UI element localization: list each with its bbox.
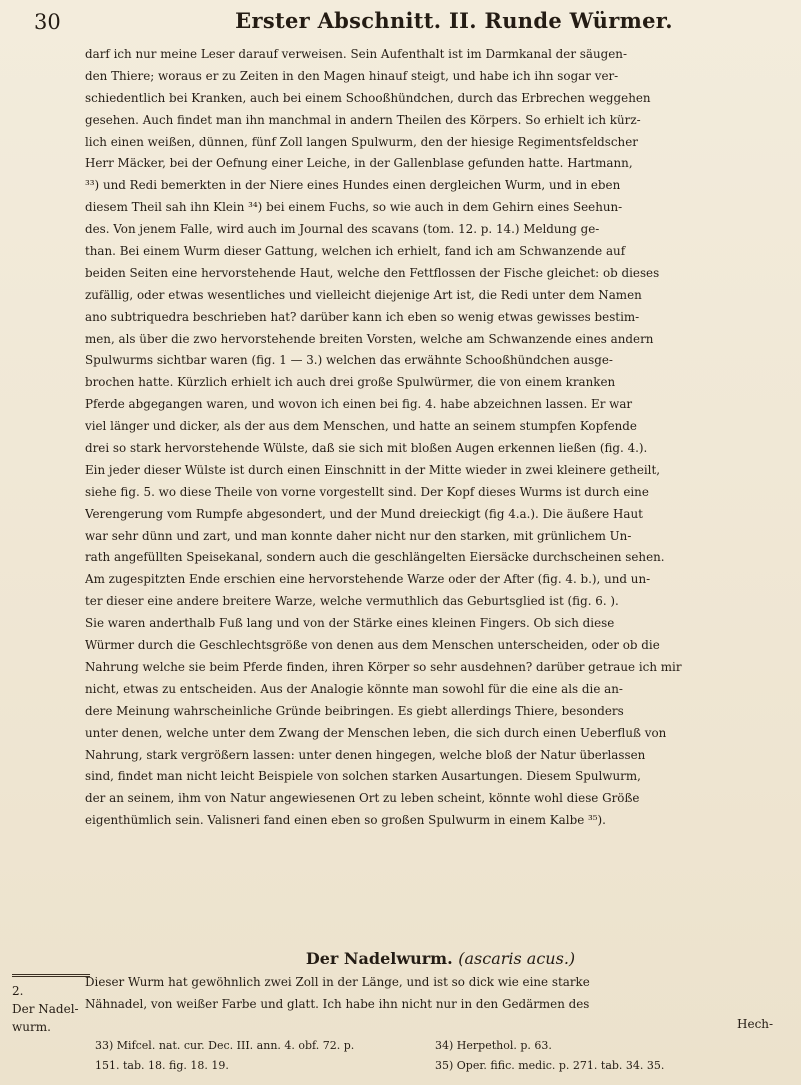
text-line: diesem Theil sah ihn Klein ³⁴) bei einem Fuchs, so wie auch in dem Gehirn eines Seehun- (85, 200, 623, 215)
section-text-block (85, 972, 800, 1016)
section-heading (88, 949, 793, 968)
margin-note-label: wurm. (12, 1020, 51, 1034)
footnote-row (95, 1036, 795, 1056)
margin-note-number: 2. (12, 984, 24, 998)
text-line: eigenthümlich sein. Valisneri fand einen eben so großen Spulwurm in einem Kalbe ³⁵). (85, 813, 606, 828)
text-line: zufällig, oder etwas wesentliches und vielleicht diejenige Art ist, die Redi unter dem Namen (85, 287, 642, 302)
text-line: men, als über die zwo hervorstehende breiten Vorsten, welche am Schwanzende eines andern (85, 331, 654, 346)
text-line: Nahrung, stark vergrößern lassen: unter denen hingegen, welche bloß der Natur überlassen (85, 747, 646, 762)
text-line: Verengerung vom Rumpfe abgesondert, und der Mund dreieckigt (fig 4.a.). Die äußere Haut (85, 506, 643, 521)
section-latin-name: (ascaris acus.) (458, 949, 576, 968)
text-line: Würmer durch die Geschlechtsgröße von denen aus dem Menschen unterscheiden, oder ob die (85, 638, 660, 653)
text-line: Nahrung welche sie beim Pferde finden, ihren Körper so sehr ausdehnen? darüber getraue ich mir (85, 659, 682, 674)
running-head: Erster Abschnitt. II. Runde Würmer. (235, 8, 673, 33)
text-line: ano subtriquedra beschrieben hat? darüber kann ich eben so wenig etwas gewisses bestim- (85, 309, 640, 324)
text-line: nicht, etwas zu entscheiden. Aus der Analogie könnte man sowohl für die eine als die an- (85, 681, 623, 696)
text-line: Ein jeder dieser Wülste ist durch einen Einschnitt in der Mitte wieder in zwei kleinere getheilt, (85, 462, 661, 477)
footnote-row (95, 1056, 795, 1076)
page-header (34, 8, 774, 34)
text-line: lich einen weißen, dünnen, fünf Zoll langen Spulwurm, den der hiesige Regimentsfeldscher (85, 134, 638, 149)
text-line: den Thiere; woraus er zu Zeiten in den Magen hinauf steigt, und habe ich ihn sogar ver- (85, 68, 619, 83)
text-line: than. Bei einem Wurm dieser Gattung, welchen ich erhielt, fand ich am Schwanzende auf (85, 244, 626, 259)
text-line: viel länger und dicker, als der aus dem Menschen, und hatte an seinem stumpfen Kopfende (85, 419, 637, 434)
text-line: gesehen. Auch findet man ihn manchmal in andern Theilen des Körpers. So erhielt ich kürz- (85, 112, 641, 127)
text-line: Sie waren anderthalb Fuß lang und von der Stärke eines kleinen Fingers. Ob sich diese (85, 616, 615, 631)
section-divider (12, 974, 90, 977)
text-line: war sehr dünn und zart, und man konnte daher nicht nur den starken, mit grünlichem Un- (85, 528, 632, 543)
text-line: drei so stark hervorstehende Wülste, daß sie sich mit bloßen Augen erkennen ließen (fig. 4.). (85, 441, 648, 456)
text-line: rath angefüllten Speisekanal, sondern auch die geschlängelten Eiersäcke durchscheinen sehen. (85, 550, 665, 565)
text-line: dere Meinung wahrscheinliche Gründe beibringen. Es giebt allerdings Thiere, besonders (85, 703, 624, 718)
text-line: sind, findet man nicht leicht Beispiele von solchen starken Ausartungen. Diesem Spulwurm, (85, 769, 641, 784)
page-number: 30 (34, 10, 61, 34)
text-line: Herr Mäcker, bei der Oefnung einer Leiche, in der Gallenblase gefunden hatte. Hartmann, (85, 156, 633, 171)
text-line: Pferde abgegangen waren, und wovon ich einen bei fig. 4. habe abzeichnen lassen. Er war (85, 397, 633, 412)
text-line: Am zugespitzten Ende erschien eine hervorstehende Warze oder der After (fig. 4. b.), und un- (85, 572, 651, 587)
footnote: 34) Herpethol. p. 63. (435, 1039, 552, 1052)
text-line: des. Von jenem Falle, wird auch im Journal des scavans (tom. 12. p. 14.) Meldung ge- (85, 222, 600, 237)
section-text-line: Nähnadel, von weißer Farbe und glatt. Ich habe ihn nicht nur in den Gedärmen des (85, 996, 590, 1011)
text-line: siehe fig. 5. wo diese Theile von vorne vorgestellt sind. Der Kopf dieses Wurms ist durch eine (85, 484, 649, 499)
main-text-block (85, 44, 800, 832)
section-text-line: Dieser Wurm hat gewöhnlich zwei Zoll in der Länge, und ist so dick wie eine starke (85, 975, 590, 989)
text-line: unter denen, welche unter dem Zwang der Menschen leben, die sich durch einen Ueberfluß von (85, 725, 667, 740)
catchword: Hech- (737, 1017, 774, 1031)
text-line: brochen hatte. Kürzlich erhielt ich auch drei große Spulwürmer, die von einem kranken (85, 375, 616, 390)
text-line: Spulwurms sichtbar waren (fig. 1 — 3.) welchen das erwähnte Schooßhündchen ausge- (85, 353, 613, 368)
text-line: schiedentlich bei Kranken, auch bei einem Schooßhündchen, durch das Erbrechen weggehen (85, 90, 651, 105)
footnotes (95, 1036, 795, 1076)
section-title: Der Nadelwurm. (305, 949, 453, 968)
text-line: darf ich nur meine Leser darauf verweisen. Sein Aufenthalt ist im Darmkanal der säugen- (85, 47, 627, 61)
text-line: beiden Seiten eine hervorstehende Haut, welche den Fettflossen der Fische gleichet: ob dieses (85, 265, 660, 280)
text-line: ³³) und Redi bemerkten in der Niere eines Hundes einen dergleichen Wurm, und in eben (85, 178, 621, 193)
text-line: der an seinem, ihm von Natur angewiesenen Ort zu leben scheint, könnte wohl diese Größe (85, 791, 640, 806)
footnote: 33) Mifcel. nat. cur. Dec. III. ann. 4. obf. 72. p. (95, 1039, 355, 1052)
footnote: 35) Oper. fific. medic. p. 271. tab. 34. 35. (435, 1059, 665, 1072)
margin-note-label: Der Nadel- (12, 1002, 79, 1016)
text-line: ter dieser eine andere breitere Warze, welche vermuthlich das Geburtsglied ist (fig. 6. ). (85, 594, 619, 609)
margin-note (12, 982, 79, 1036)
footnote: 151. tab. 18. fig. 18. 19. (95, 1059, 229, 1072)
